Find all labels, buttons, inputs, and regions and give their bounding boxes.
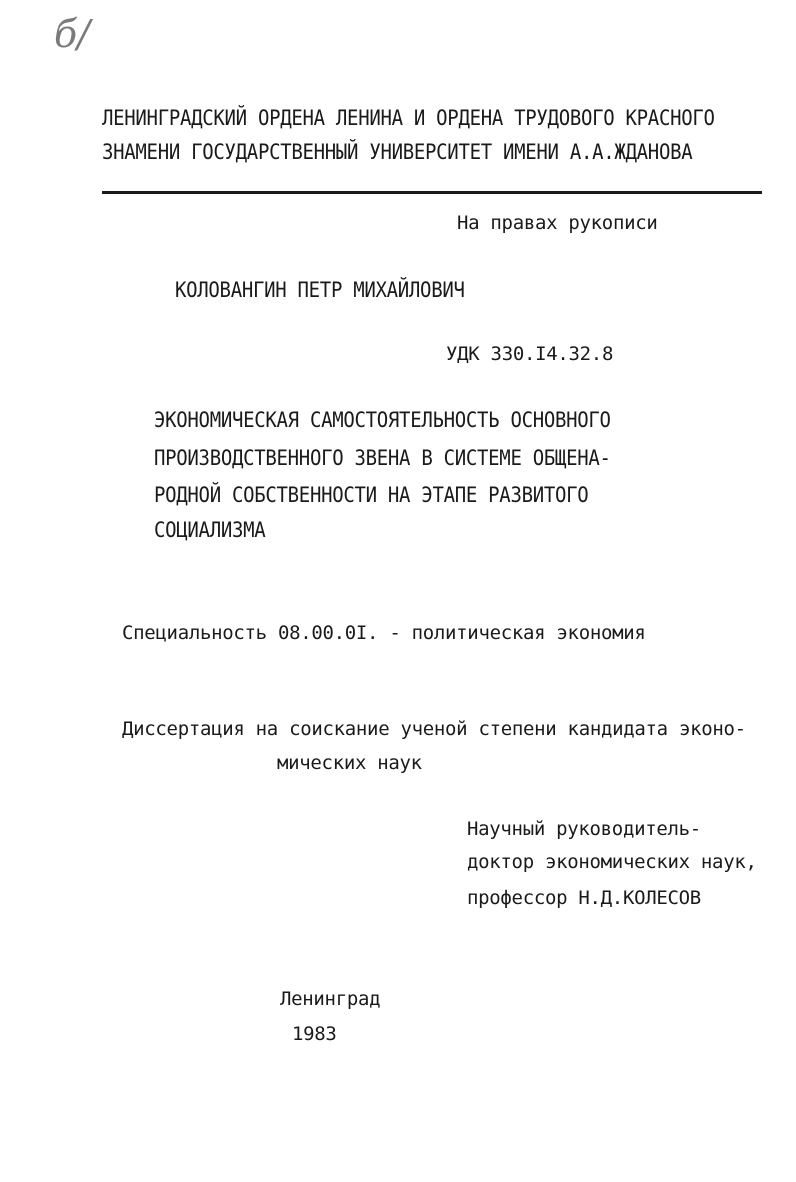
author-name: КОЛОВАНГИН ПЕТР МИХАЙЛОВИЧ	[175, 278, 465, 303]
supervisor-line-1: Научный руководитель-	[467, 818, 701, 840]
rights-note: На правах рукописи	[457, 212, 658, 234]
dissertation-line-2: мических наук	[277, 752, 422, 774]
city: Ленинград	[280, 988, 381, 1010]
year: 1983	[292, 1023, 337, 1045]
institution-line-1: ЛЕНИНГРАДСКИЙ ОРДЕНА ЛЕНИНА И ОРДЕНА ТРУДОВОГО КРАСНОГО	[102, 106, 715, 131]
title-line-2: ПРОИЗВОДСТВЕННОГО ЗВЕНА В СИСТЕМЕ ОБЩЕНА-	[154, 446, 611, 471]
dissertation-line-1: Диссертация на соискание ученой степени кандидата эконо-	[122, 718, 746, 740]
udc-code: УДК 330.I4.32.8	[446, 343, 614, 365]
handwritten-mark: б/	[54, 12, 90, 56]
title-line-4: СОЦИАЛИЗМА	[154, 518, 266, 543]
title-line-3: РОДНОЙ СОБСТВЕННОСТИ НА ЭТАПЕ РАЗВИТОГО	[154, 483, 589, 508]
supervisor-line-3: профессор Н.Д.КОЛЕСОВ	[467, 887, 701, 909]
title-line-1: ЭКОНОМИЧЕСКАЯ САМОСТОЯТЕЛЬНОСТЬ ОСНОВНОГО	[154, 408, 611, 433]
supervisor-line-2: доктор экономических наук,	[467, 851, 757, 873]
institution-line-2: ЗНАМЕНИ ГОСУДАРСТВЕННЫЙ УНИВЕРСИТЕТ ИМЕНИ А.А.ЖДАНОВА	[102, 140, 693, 165]
specialty: Специальность 08.00.0I. - политическая экономия	[122, 622, 646, 644]
header-rule	[102, 191, 762, 194]
